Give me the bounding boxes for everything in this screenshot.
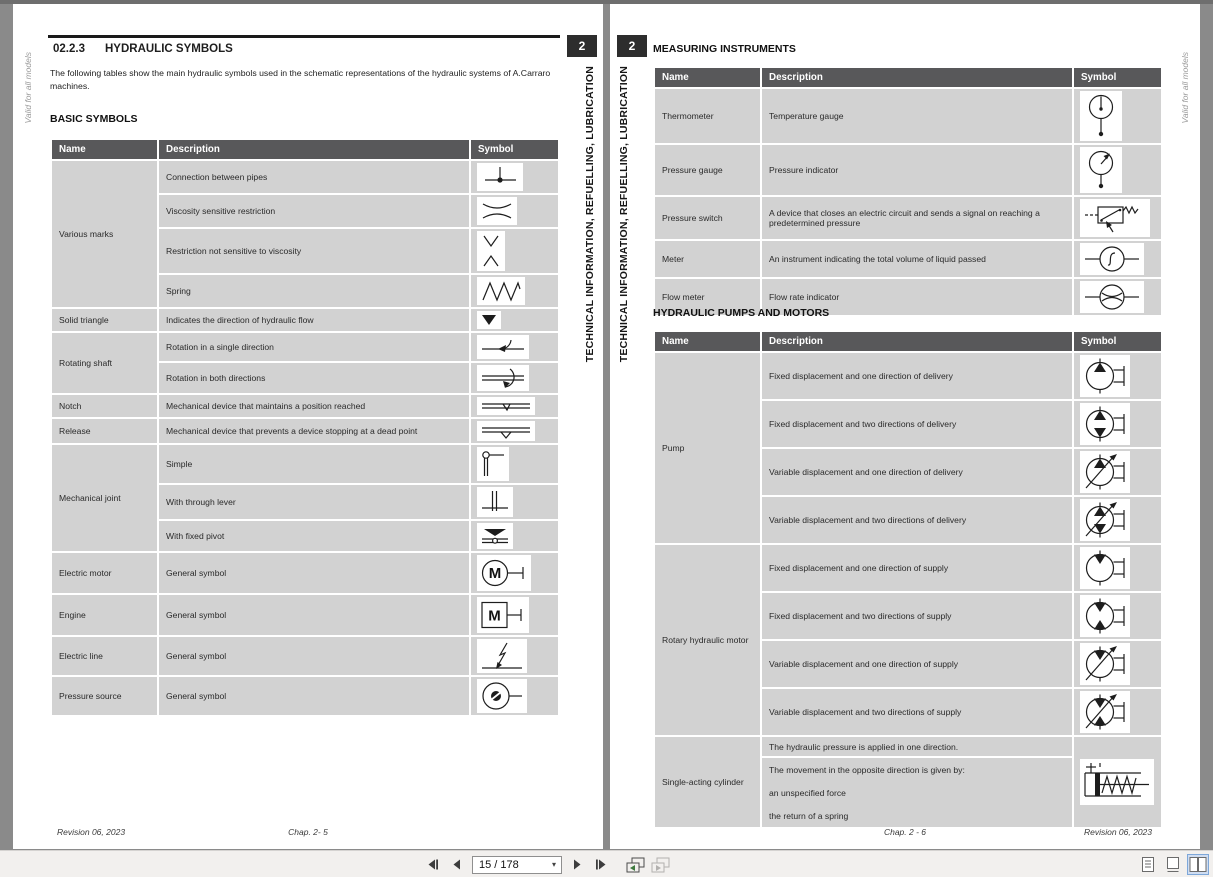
- page-number-box: [472, 856, 562, 874]
- symbol-cell: [1073, 352, 1162, 400]
- symbol-desc-cell: [761, 736, 1073, 828]
- single-page-view-button[interactable]: [1162, 854, 1184, 875]
- symbol-cell: [1073, 196, 1162, 240]
- table-row: [51, 552, 559, 594]
- pipe-connection-icon: [477, 163, 523, 191]
- svg-text:M: M: [488, 607, 501, 625]
- single-acting-cylinder-icon: [1080, 759, 1154, 805]
- table-header-row: [654, 67, 1162, 88]
- symbol-desc-cell: Flow rate indicator: [761, 278, 1073, 316]
- view-history-group: [625, 854, 671, 875]
- column-header: Name: [654, 67, 761, 88]
- pump-variable-two-icon: [1080, 499, 1130, 541]
- symbol-cell: [1073, 448, 1162, 496]
- symbol-name-cell: Mechanical joint: [51, 444, 158, 552]
- motor-variable-one-icon: [1080, 643, 1130, 685]
- symbol-name-cell: Release: [51, 418, 158, 444]
- symbol-name-cell: Electric line: [51, 636, 158, 676]
- symbol-cell: [470, 160, 559, 194]
- symbol-cell: [1073, 400, 1162, 448]
- facing-pages-view-button[interactable]: [1187, 854, 1209, 875]
- table-row: [654, 196, 1162, 240]
- symbol-cell: [1073, 144, 1162, 196]
- footer-revision: Revision 06, 2023: [57, 827, 126, 837]
- symbol-desc-cell: Variable displacement and two directions of supply: [761, 688, 1073, 736]
- spring-icon: [477, 277, 525, 305]
- first-page-button[interactable]: [423, 854, 444, 875]
- chapter-tab: 2: [567, 35, 597, 57]
- column-header: Description: [761, 331, 1073, 352]
- section-number: 02.2.3: [53, 43, 85, 55]
- table-row: [654, 88, 1162, 144]
- chapter-side-title: TECHNICAL INFORMATION, REFUELLING, LUBRICATION: [584, 66, 596, 363]
- symbol-name-cell: Meter: [654, 240, 761, 278]
- desc-line: the return of a spring: [769, 811, 849, 821]
- measuring-instruments-table: [653, 66, 1163, 317]
- valid-models-label: Valid for all models: [23, 52, 33, 124]
- symbol-cell: [470, 552, 559, 594]
- desc-line: The movement in the opposite direction is given by:: [769, 765, 965, 775]
- table-row: [654, 144, 1162, 196]
- joint-fixed-pivot-icon: [477, 523, 513, 549]
- symbol-desc-cell: Pressure indicator: [761, 144, 1073, 196]
- footer-revision: Revision 06, 2023: [1083, 827, 1152, 837]
- table-row: [654, 352, 1162, 400]
- table-row: [51, 332, 559, 362]
- symbol-name-cell: Flow meter: [654, 278, 761, 316]
- solid-triangle-icon: [477, 311, 501, 329]
- previous-view-icon: [626, 857, 645, 873]
- previous-page-icon: [451, 859, 462, 870]
- symbol-cell: [1073, 240, 1162, 278]
- symbol-desc-cell: Variable displacement and one direction of delivery: [761, 448, 1073, 496]
- page-number-input[interactable]: [473, 859, 547, 871]
- symbol-cell: [1073, 544, 1162, 592]
- pump-fixed-two-icon: [1080, 403, 1130, 445]
- symbol-name-cell: Various marks: [51, 160, 158, 308]
- footer-chapter: Chap. 2 - 6: [883, 827, 927, 837]
- table-row: [51, 676, 559, 716]
- table-row: [654, 240, 1162, 278]
- symbol-name-cell: Notch: [51, 394, 158, 418]
- symbol-desc-cell: With fixed pivot: [158, 520, 470, 552]
- symbol-desc-cell: Mechanical device that maintains a position reached: [158, 394, 470, 418]
- basic-symbols-table: [50, 138, 560, 717]
- symbol-name-cell: Electric motor: [51, 552, 158, 594]
- symbol-desc-cell: An instrument indicating the total volume of liquid passed: [761, 240, 1073, 278]
- symbol-cell: [1073, 278, 1162, 316]
- symbol-desc-cell: Fixed displacement and one direction of delivery: [761, 352, 1073, 400]
- symbol-desc-cell: Variable displacement and two directions of delivery: [761, 496, 1073, 544]
- column-header: Symbol: [470, 139, 559, 160]
- meter-icon: [1080, 243, 1144, 275]
- table-row: [51, 160, 559, 194]
- symbol-desc-cell: Fixed displacement and two directions of delivery: [761, 400, 1073, 448]
- release-icon: [477, 421, 535, 441]
- first-page-icon: [427, 859, 440, 870]
- notch-icon: [477, 397, 535, 415]
- symbol-name-cell: Engine: [51, 594, 158, 636]
- symbol-name-cell: Pump: [654, 352, 761, 544]
- symbol-desc-cell: Fixed displacement and one direction of supply: [761, 544, 1073, 592]
- joint-through-lever-icon: [477, 487, 513, 517]
- column-header: Symbol: [1073, 67, 1162, 88]
- symbol-cell: [470, 394, 559, 418]
- symbol-cell: [1073, 88, 1162, 144]
- pumps-motors-table: [653, 330, 1163, 829]
- symbol-name-cell: Solid triangle: [51, 308, 158, 332]
- symbol-desc-cell: A device that closes an electric circuit and sends a signal on reaching a predetermined pressure: [761, 196, 1073, 240]
- symbol-desc-cell: Indicates the direction of hydraulic flow: [158, 308, 470, 332]
- table-row: [51, 394, 559, 418]
- pressure-switch-icon: [1080, 199, 1150, 237]
- symbol-cell: [470, 676, 559, 716]
- single-page-view-icon: [1166, 856, 1180, 873]
- viewer-toolbar: [0, 850, 1213, 877]
- symbol-desc-cell: Restriction not sensitive to viscosity: [158, 228, 470, 274]
- table-row: [51, 636, 559, 676]
- symbol-desc-cell: Spring: [158, 274, 470, 308]
- symbol-desc-cell: Connection between pipes: [158, 160, 470, 194]
- symbol-desc-cell: General symbol: [158, 552, 470, 594]
- measuring-instruments-heading: MEASURING INSTRUMENTS: [653, 43, 796, 55]
- basic-symbols-heading: BASIC SYMBOLS: [50, 113, 138, 125]
- symbol-desc-cell: General symbol: [158, 594, 470, 636]
- symbol-desc-cell: Fixed displacement and two directions of supply: [761, 592, 1073, 640]
- section-title: [53, 43, 233, 55]
- next-page-icon: [572, 859, 583, 870]
- page-dropdown-arrow-icon[interactable]: ▾: [551, 860, 556, 869]
- symbol-cell: [470, 418, 559, 444]
- desc-line: The hydraulic pressure is applied in one direction.: [762, 737, 1072, 758]
- table-row: [51, 594, 559, 636]
- motor-variable-two-icon: [1080, 691, 1130, 733]
- electric-line-icon: [477, 639, 527, 673]
- symbol-name-cell: Thermometer: [654, 88, 761, 144]
- page-navigation: [423, 854, 671, 875]
- symbol-desc-cell: Temperature gauge: [761, 88, 1073, 144]
- table-row: [654, 736, 1162, 828]
- rotation-both-icon: [477, 365, 529, 391]
- page-layout-group: [1137, 854, 1209, 875]
- symbol-desc-cell: With through lever: [158, 484, 470, 520]
- symbol-name-cell: Pressure source: [51, 676, 158, 716]
- column-header: Name: [654, 331, 761, 352]
- engine-icon: [477, 597, 529, 633]
- column-header: Symbol: [1073, 331, 1162, 352]
- motor-fixed-one-icon: [1080, 547, 1130, 589]
- symbol-desc-cell: Rotation in both directions: [158, 362, 470, 394]
- pump-fixed-one-icon: [1080, 355, 1130, 397]
- symbol-cell: [1073, 688, 1162, 736]
- pressure-source-icon: [477, 679, 527, 713]
- svg-text:M: M: [488, 565, 502, 582]
- symbol-name-cell: Rotating shaft: [51, 332, 158, 394]
- restriction-not-viscosity-icon: [477, 231, 505, 271]
- last-page-button[interactable]: [590, 854, 611, 875]
- symbol-cell: [1073, 640, 1162, 688]
- next-view-button[interactable]: [650, 854, 671, 875]
- symbol-cell: [470, 520, 559, 552]
- symbol-name-cell: Pressure switch: [654, 196, 761, 240]
- symbol-cell: [470, 594, 559, 636]
- viscosity-restriction-icon: [477, 197, 517, 225]
- table-row: [51, 444, 559, 484]
- pumps-motors-heading: HYDRAULIC PUMPS AND MOTORS: [653, 307, 830, 319]
- rotation-single-icon: [477, 335, 529, 359]
- symbol-cell: [470, 194, 559, 228]
- facing-pages-view-icon: [1189, 856, 1207, 873]
- joint-simple-icon: [477, 447, 509, 481]
- symbol-cell: [470, 308, 559, 332]
- column-header: Description: [761, 67, 1073, 88]
- flow-meter-icon: [1080, 281, 1144, 313]
- symbol-desc-cell: General symbol: [158, 676, 470, 716]
- electric-motor-icon: [477, 555, 531, 591]
- symbol-desc-cell: General symbol: [158, 636, 470, 676]
- symbol-cell: [470, 444, 559, 484]
- chapter-side-title: TECHNICAL INFORMATION, REFUELLING, LUBRICATION: [618, 66, 630, 363]
- symbol-cell: [1073, 736, 1162, 828]
- symbol-cell: [470, 484, 559, 520]
- symbol-cell: [470, 362, 559, 394]
- table-row: [51, 308, 559, 332]
- motor-fixed-two-icon: [1080, 595, 1130, 637]
- table-header-row: [51, 139, 559, 160]
- next-page-button[interactable]: [567, 854, 588, 875]
- next-view-icon: [651, 857, 670, 873]
- symbol-desc-cell: Variable displacement and one direction of supply: [761, 640, 1073, 688]
- symbol-cell: [1073, 496, 1162, 544]
- symbol-cell: [470, 332, 559, 362]
- previous-page-button[interactable]: [446, 854, 467, 875]
- symbol-name-cell: Single-acting cylinder: [654, 736, 761, 828]
- table-row: [654, 544, 1162, 592]
- previous-view-button[interactable]: [625, 854, 646, 875]
- symbol-desc-cell: Viscosity sensitive restriction: [158, 194, 470, 228]
- symbol-cell: [1073, 592, 1162, 640]
- table-row: [51, 418, 559, 444]
- table-header-row: [654, 331, 1162, 352]
- valid-models-label: Valid for all models: [1180, 52, 1190, 124]
- continuous-view-icon: [1141, 856, 1155, 873]
- section-rule: [48, 35, 560, 38]
- pressure-gauge-icon: [1080, 147, 1122, 193]
- section-title-text: HYDRAULIC SYMBOLS: [104, 43, 233, 55]
- symbol-desc-cell: Rotation in a single direction: [158, 332, 470, 362]
- column-header: Name: [51, 139, 158, 160]
- document-page-left: [13, 4, 603, 849]
- intro-paragraph: The following tables show the main hydraulic symbols used in the schematic representations of the hydraulic systems of A.Carraro machines.: [50, 68, 551, 92]
- footer-chapter: Chap. 2- 5: [288, 827, 328, 837]
- desc-line: an unspecified force: [769, 788, 846, 798]
- continuous-view-button[interactable]: [1137, 854, 1159, 875]
- pump-variable-one-icon: [1080, 451, 1130, 493]
- thermometer-icon: [1080, 91, 1122, 141]
- last-page-icon: [594, 859, 607, 870]
- symbol-desc-cell: Simple: [158, 444, 470, 484]
- chapter-tab: 2: [617, 35, 647, 57]
- column-header: Description: [158, 139, 470, 160]
- symbol-cell: [470, 274, 559, 308]
- symbol-name-cell: Pressure gauge: [654, 144, 761, 196]
- symbol-cell: [470, 636, 559, 676]
- symbol-cell: [470, 228, 559, 274]
- document-page-right: [610, 4, 1200, 849]
- symbol-name-cell: Rotary hydraulic motor: [654, 544, 761, 736]
- symbol-desc-cell: Mechanical device that prevents a device stopping at a dead point: [158, 418, 470, 444]
